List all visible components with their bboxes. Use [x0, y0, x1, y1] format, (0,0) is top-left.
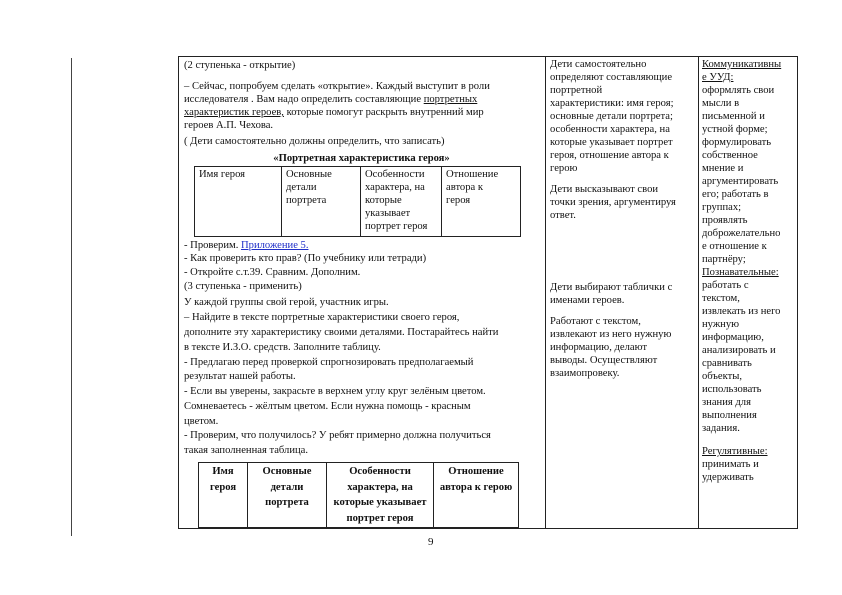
table-header-cell: Отношение автора к героя — [442, 167, 521, 237]
table-header-cell: Особенности характера, на которые указывает портрет героя — [327, 463, 434, 528]
page-number: 9 — [428, 536, 434, 548]
students-block-1: Дети самостоятельно определяют составляющие портретной характеристики: имя героя; основные детали портрета; особенности характера, на которые указывает портрет героя, отношение автора к герою — [550, 59, 674, 174]
sure-line-1: - Если вы уверены, закрасьте в верхнем углу круг зелёным цветом. — [184, 386, 486, 397]
table-title: «Портретная характеристика героя» — [273, 153, 450, 164]
open-book-line: - Откройте с.т.39. Сравним. Дополним. — [184, 267, 361, 278]
column-divider-1 — [545, 56, 546, 529]
table-header-cell: Основные детали портрета — [282, 167, 361, 237]
table-row — [195, 167, 521, 237]
predict-line-2: результат нашей работы. — [184, 371, 296, 382]
table-header-cell: Особенности характера, на которые указывает портрет героя — [361, 167, 442, 237]
stage-2-label: (2 ступенька - открытие) — [184, 60, 296, 71]
find-line-1: – Найдите в тексте портретные характеристики своего героя, — [184, 312, 460, 323]
intro-line-5: ( Дети самостоятельно должны определить, что записать) — [184, 136, 445, 147]
communicative-heading: Коммуникативны е УУД: — [702, 59, 782, 83]
table-row — [199, 463, 519, 528]
intro-line-2: исследователя . Вам надо определить составляющие портретных — [184, 94, 478, 105]
intro-line-3: характеристик героев, которые помогут раскрыть внутренний мир — [184, 107, 484, 118]
margin-line — [71, 58, 72, 536]
column-divider-2 — [698, 56, 699, 529]
find-line-3: в тексте И.З.О. средств. Заполните таблицу. — [184, 342, 381, 353]
result-line-1: - Проверим, что получилось? У ребят примерно должна получиться — [184, 430, 491, 441]
how-check-line: - Как проверить кто прав? (По учебнику или тетради) — [184, 253, 427, 264]
appendix-link[interactable]: Приложение 5. — [241, 240, 309, 251]
table-header-cell: Основные детали портрета — [248, 463, 327, 528]
find-line-2: дополните эту характеристику своими деталями. Постарайтесь найти — [184, 327, 499, 338]
regulatory-body: принимать и удерживать — [702, 459, 759, 483]
students-block-4: Работают с текстом, извлекают из него нужную информацию, делают выводы. Осуществляют взаимопровеку. — [550, 316, 672, 379]
underlined-term-2: характеристик героев, — [184, 107, 284, 118]
table-header-cell: Имя героя — [199, 463, 248, 528]
portrait-table-filled — [198, 462, 519, 528]
cognitive-heading: Познавательные: — [702, 267, 779, 278]
result-line-2: такая заполненная таблица. — [184, 445, 309, 456]
teacher-column — [178, 56, 545, 529]
students-block-3: Дети выбирают таблички с именами героев. — [550, 282, 673, 306]
sure-line-2: Сомневаетесь - жёлтым цветом. Если нужна помощь - красным — [184, 401, 471, 412]
students-column — [550, 58, 696, 380]
intro-line-4: героев А.П. Чехова. — [184, 120, 274, 131]
sure-line-3: цветом. — [184, 416, 219, 427]
group-line: У каждой группы свой герой, участник игры. — [184, 297, 389, 308]
predict-line-1: - Предлагаю перед проверкой спрогнозировать предполагаемый — [184, 357, 474, 368]
cognitive-body: работать с текстом, извлекать из него нужную информацию, анализировать и сравнивать объекты, использовать знания для выполнения задания. — [702, 280, 781, 434]
regulatory-heading: Регулятивные: — [702, 446, 768, 457]
check-line: - Проверим. Приложение 5. — [184, 240, 309, 251]
table-header-cell: Отношение автора к герою — [434, 463, 519, 528]
portrait-table-empty — [194, 166, 521, 237]
uud-column — [702, 58, 796, 484]
intro-line-1: – Сейчас, попробуем сделать «открытие». Каждый выступит в роли — [184, 81, 490, 92]
communicative-body: оформлять свои мысли в письменной и устной форме; формулировать собственное мнение и аргументировать его; работать в группах; проявлять доброжелательно е отношение к партнёру; — [702, 85, 781, 265]
students-block-2: Дети высказывают свои точки зрения, аргументируя ответ. — [550, 184, 676, 221]
table-header-cell: Имя героя — [195, 167, 282, 237]
underlined-term: портретных — [423, 94, 478, 105]
stage-3-label: (3 ступенька - применить) — [184, 281, 302, 292]
